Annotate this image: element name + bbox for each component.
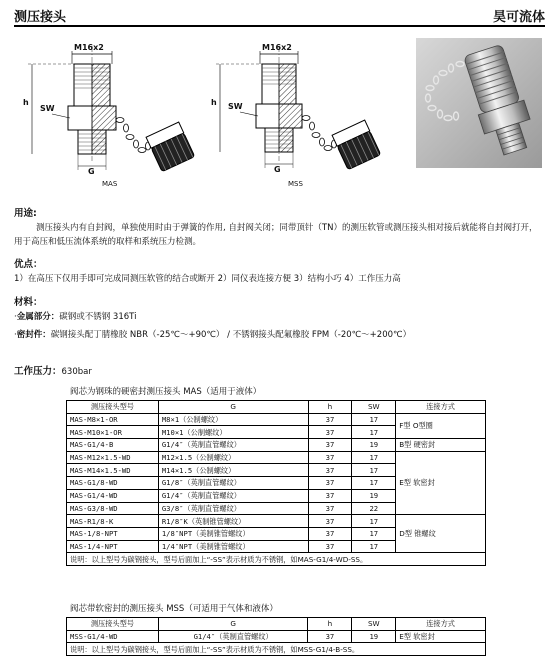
table1-col-g: G — [158, 401, 308, 414]
table2-col-g: G — [158, 618, 308, 631]
cell-connection: E型 软密封 — [396, 451, 486, 514]
seal-text: 碳钢接头配丁腈橡胶 NBR（-25℃～+90℃） / 不锈钢接头配氟橡胶 FPM（-20℃～+200℃） — [50, 330, 412, 340]
cell-model: MAS-1/8-NPT — [67, 527, 159, 540]
page-title: 测压接头 — [14, 10, 67, 25]
usage-text: 测压接头内有自封阀，单独使用时由于弹簧的作用, 自封阀关闭；同带顶针（TN）的测压软管或测压接头相对接后就能将自封阀打开，用于高压和低压流体系统的取样和系统压力检测。 — [14, 223, 538, 247]
table2-col-model: 测压接头型号 — [67, 618, 159, 631]
brand-name: 昊可流体 — [492, 10, 545, 25]
mas-h-label: h — [23, 98, 29, 107]
cell-model: MAS-M10×1-OR — [67, 426, 159, 439]
cell-sw: 17 — [352, 477, 396, 490]
cell-g: G3/8″（英制直管螺纹） — [158, 502, 308, 515]
cell-sw: 17 — [352, 426, 396, 439]
materials-seal: ·密封件：碳钢接头配丁腈橡胶 NBR（-25℃～+90℃） / 不锈钢接头配氟橡胶 FPM（-20℃～+200℃） — [14, 330, 412, 340]
pressure-label: 工作压力： — [14, 366, 62, 377]
cell-connection: E型 软密封 — [396, 630, 486, 643]
cell-h: 37 — [308, 502, 352, 515]
table2-caption: 阀芯带软密封的测压接头 MSS（可适用于气体和液体） — [70, 604, 278, 614]
cell-connection: F型 O型圈 — [396, 413, 486, 438]
usage-section — [14, 205, 545, 249]
cell-h: 37 — [308, 451, 352, 464]
mss-thread-label: M16x2 — [262, 43, 292, 52]
table1-note: 说明：以上型号为碳钢接头，型号后面加上“-SS”表示材质为不锈钢，如MAS-G1/4-WD-SS。 — [67, 553, 486, 566]
metal-label: 金属部分： — [16, 312, 60, 322]
materials-metal: ·金属部分：碳钢或不锈钢 316Ti — [14, 312, 137, 322]
table2-col-h: h — [308, 618, 352, 631]
advantages-text: 1）在高压下仅用手即可完成同测压软管的结合或断开 2）同仪表连接方便 3）结构小巧 4）工作压力高 — [14, 274, 401, 284]
table1-col-model: 测压接头型号 — [67, 401, 159, 414]
cell-h: 37 — [308, 464, 352, 477]
cell-model: MAS-G1/4-B — [67, 439, 159, 452]
mss-sw-label: SW — [228, 102, 243, 111]
cell-model: MAS-M8×1-OR — [67, 413, 159, 426]
cell-model: MAS-R1/8-K — [67, 515, 159, 528]
cell-sw: 17 — [352, 413, 396, 426]
table1-caption: 阀芯为钢珠的硬密封测压接头 MAS（适用于液体） — [70, 387, 262, 397]
cell-h: 37 — [308, 527, 352, 540]
cell-h: 37 — [308, 489, 352, 502]
cell-g: M8×1（公制螺纹） — [158, 413, 308, 426]
cell-h: 37 — [308, 426, 352, 439]
table2-header — [67, 618, 486, 631]
cell-connection: B型 硬密封 — [396, 439, 486, 452]
table-row — [67, 439, 486, 452]
cell-h: 37 — [308, 515, 352, 528]
pressure-value: 630bar — [61, 367, 92, 377]
usage-title: 用途: — [14, 208, 37, 219]
cell-sw: 17 — [352, 540, 396, 553]
cell-g: G1/4″（英制直管螺纹） — [158, 439, 308, 452]
mas-thread-label: M16x2 — [74, 43, 104, 52]
cell-sw: 19 — [352, 630, 396, 643]
cell-model: MAS-G1/4-WD — [67, 489, 159, 502]
materials-section — [14, 294, 545, 342]
cell-g: G1/4″（英制直管螺纹） — [158, 489, 308, 502]
mss-drawing — [210, 36, 385, 186]
table2-col-connection: 连接方式 — [396, 618, 486, 631]
cell-sw: 17 — [352, 515, 396, 528]
table2-note: 说明：以上型号为碳钢接头，型号后面加上“-SS”表示材质为不锈钢，如MSS-G1/4-B-SS。 — [67, 643, 486, 656]
cell-g: G1/4″（英制直管螺纹） — [158, 630, 308, 643]
cell-connection: D型 锥螺纹 — [396, 515, 486, 553]
table-row — [67, 630, 486, 643]
table1-col-h: h — [308, 401, 352, 414]
cell-h: 37 — [308, 413, 352, 426]
cell-model: MAS-M12×1.5-WD — [67, 451, 159, 464]
table1-header — [67, 401, 486, 414]
cell-model: MAS-1/4-NPT — [67, 540, 159, 553]
mas-sw-label: SW — [40, 104, 55, 113]
advantages-section — [14, 256, 545, 286]
cell-model: MAS-M14×1.5-WD — [67, 464, 159, 477]
cell-h: 37 — [308, 477, 352, 490]
header-rule — [14, 25, 545, 27]
cell-h: 37 — [308, 439, 352, 452]
mss-g-label: G — [274, 165, 281, 174]
cell-g: M14×1.5（公制螺纹） — [158, 464, 308, 477]
table-mss — [66, 617, 486, 656]
cell-sw: 19 — [352, 489, 396, 502]
cell-model: MAS-G1/8-WD — [67, 477, 159, 490]
table-row — [67, 413, 486, 426]
pressure-section — [14, 359, 545, 379]
table1-col-connection: 连接方式 — [396, 401, 486, 414]
cell-g: M10×1（公制螺纹） — [158, 426, 308, 439]
cell-h: 37 — [308, 630, 352, 643]
table2-note-row — [67, 643, 486, 656]
metal-text: 碳钢或不锈钢 316Ti — [59, 312, 137, 322]
table-mas — [66, 400, 486, 566]
mss-caption: MSS — [288, 180, 303, 188]
seal-label: 密封件： — [16, 330, 51, 340]
table2-col-sw: SW — [352, 618, 396, 631]
materials-title: 材料： — [14, 297, 43, 308]
mas-caption: MAS — [102, 180, 118, 188]
mas-g-label: G — [88, 167, 95, 176]
cell-sw: 17 — [352, 527, 396, 540]
page-header — [14, 0, 545, 26]
mss-h-label: h — [211, 98, 217, 107]
mas-drawing — [20, 36, 195, 186]
cell-g: R1/8″K（英制锥管螺纹） — [158, 515, 308, 528]
cell-g: G1/8″（英制直管螺纹） — [158, 477, 308, 490]
cell-sw: 17 — [352, 464, 396, 477]
cell-model: MAS-G3/8-WD — [67, 502, 159, 515]
product-photo — [416, 38, 542, 168]
cell-g: 1/8″NPT（美制锥管螺纹） — [158, 527, 308, 540]
cell-g: 1/4″NPT（美制锥管螺纹） — [158, 540, 308, 553]
table1-col-sw: SW — [352, 401, 396, 414]
advantages-title: 优点： — [14, 259, 43, 270]
cell-sw: 19 — [352, 439, 396, 452]
cell-h: 37 — [308, 540, 352, 553]
cell-g: M12×1.5（公制螺纹） — [158, 451, 308, 464]
cell-sw: 17 — [352, 451, 396, 464]
table-row — [67, 515, 486, 528]
table-row — [67, 451, 486, 464]
cell-model: MSS-G1/4-WD — [67, 630, 159, 643]
table1-note-row — [67, 553, 486, 566]
cell-sw: 22 — [352, 502, 396, 515]
